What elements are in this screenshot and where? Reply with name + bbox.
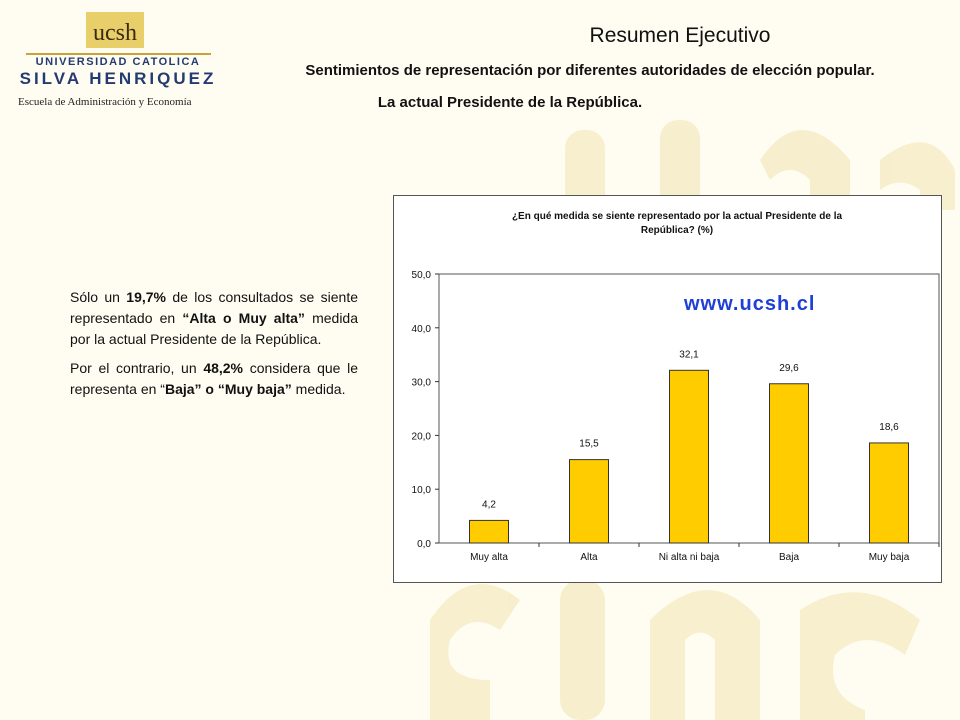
y-tick-label: 40,0	[411, 323, 431, 335]
x-tick-label: Baja	[778, 552, 800, 563]
page-subtitle-2: La actual Presidente de la República.	[377, 94, 643, 111]
summary-paragraph-1: Sólo un 19,7% de los consultados se siente representado en “Alta o Muy alta” medida por la actual Presidente de la República.	[70, 289, 359, 347]
y-tick-label: 50,0	[411, 270, 431, 281]
bar-value-label: 4,2	[482, 499, 496, 511]
summary-paragraph-2: Por el contrario, un 48,2% considera que le representa en “Baja” o “Muy baja” medida.	[70, 360, 358, 397]
bar-2	[570, 460, 609, 543]
logo-school-name: Escuela de Administración y Economía	[18, 96, 192, 108]
y-tick-label: 20,0	[411, 431, 431, 443]
bar-4	[770, 384, 809, 543]
x-tick-label: Muy baja	[868, 552, 910, 563]
x-tick-label: Alta	[580, 552, 598, 563]
chart-title-line1: ¿En qué medida se siente representado por la actual Presidente de la	[511, 211, 843, 222]
chart-watermark-url: www.ucsh.cl	[684, 293, 816, 315]
summary-text	[70, 287, 358, 408]
x-tick-label: Muy alta	[470, 552, 508, 563]
logo-ucsh-text: ucsh	[93, 20, 137, 46]
bar-3	[670, 370, 709, 543]
page-title: Resumen Ejecutivo	[589, 24, 771, 47]
chart-canvas	[394, 196, 941, 582]
bar-value-label: 18,6	[879, 421, 899, 433]
bar-value-label: 32,1	[679, 349, 699, 361]
logo-line2: SILVA HENRIQUEZ	[19, 69, 217, 88]
page-subtitle: Sentimientos de representación por diferentes autoridades de elección popular.	[305, 62, 875, 79]
bar-value-label: 29,6	[779, 362, 799, 374]
y-tick-label: 10,0	[411, 485, 431, 497]
bar-1	[470, 520, 509, 543]
logo-line1: UNIVERSIDAD CATOLICA	[35, 56, 201, 68]
bar-5	[870, 443, 909, 543]
bar-value-label: 15,5	[579, 438, 599, 450]
bar-chart	[393, 195, 942, 583]
x-tick-label: Ni alta ni baja	[658, 552, 720, 563]
chart-title-line2: República? (%)	[640, 225, 714, 236]
y-tick-label: 0,0	[417, 539, 431, 550]
university-logo	[6, 10, 232, 108]
y-tick-label: 30,0	[411, 377, 431, 389]
logo-graphic	[6, 10, 232, 90]
